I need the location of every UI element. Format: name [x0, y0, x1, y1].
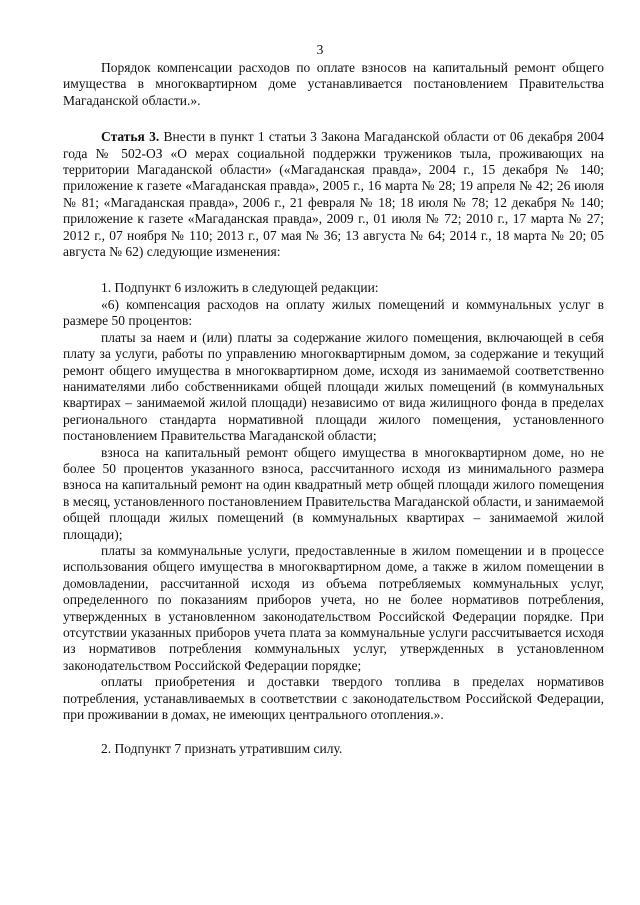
document-body: [63, 60, 604, 758]
paragraph-capital-repair-fee: взноса на капитальный ремонт общего имущества в многоквартирном доме, но не более 50 процентов указанного взноса, рассчитанного исходя из минимального размера взноса на капитальный ремонт на один квадратный метр общей площади жилого помещения в месяц, установленного постановлением Правительства Магаданской области, и занимаемой общей площади жилых помещений (в коммунальных квартирах – занимаемой жилой площади);: [63, 444, 604, 542]
paragraph-utility-payment: платы за коммунальные услуги, предоставленные в жилом помещении и в процессе использования общего имущества в многоквартирном доме, а также в жилом помещении в домовладении, рассчитанной исходя из объема потребляемых коммунальных услуг, определенного по показаниям приборов учета, но не более нормативов потребления, утвержденных в установленном законодательством Российской Федерации порядке. При отсутствии указанных приборов учета плата за коммунальные услуги рассчитывается исходя из нормативов потребления коммунальных услуг, утвержденных в установленном законодательством Российской Федерации порядке;: [63, 542, 604, 673]
paragraph-rent-payment: платы за наем и (или) платы за содержание жилого помещения, включающей в себя плату за услуги, работы по управлению многоквартирным домом, за содержание и текущий ремонт общего имущества в многоквартирном доме, исходя из занимаемой соответственно нанимателями либо собственниками общей площади жилых помещений (в коммунальных квартирах – занимаемой жилой площади) независимо от вида жилищного фонда в пределах регионального стандарта нормативной площади жилого помещения, установленного постановлением Правительства Магаданской области;: [63, 329, 604, 444]
paragraph-solid-fuel: оплаты приобретения и доставки твердого топлива в пределах нормативов потребления, устанавливаемых в соответствии с законодательством Российской Федерации, при проживании в домах, не имеющих центрального отопления.».: [63, 674, 604, 723]
page-number: 3: [316, 42, 324, 57]
paragraph-item-1: 1. Подпункт 6 изложить в следующей редакции:: [101, 280, 379, 296]
article-3-text: Внести в пункт 1 статьи 3 Закона Магаданской области от 06 декабря 2004 года № 502-ОЗ «О мерах социальной поддержки тружеников тыла, проживающих на территории Магаданской области» («Магаданская правда», 2004 г., 15 декабря № 140; приложение к газете «Магаданская правда», 2005 г., 16 марта № 28; 19 апреля № 42; 26 июля № 81; «Магаданская правда», 2006 г., 21 февраля № 18; 18 июля № 78; 12 декабря № 140; приложение к газете «Магаданская правда», 2009 г., 01 июля № 72; 2010 г., 17 марта № 27; 2012 г., 07 ноября № 110; 2013 г., 07 мая № 36; 13 августа № 64; 2014 г., 18 марта № 20; 05 августа № 62) следующие изменения:: [63, 129, 605, 260]
paragraph-item-2: 2. Подпункт 7 признать утратившим силу.: [101, 741, 343, 757]
paragraph-subitem-6: «6) компенсация расходов на оплату жилых помещений и коммунальных услуг в размере 50 процентов:: [63, 296, 604, 329]
paragraph-article-3: [63, 129, 604, 260]
paragraph-compensation-procedure: Порядок компенсации расходов по оплате взносов на капитальный ремонт общего имущества в многоквартирном доме устанавливается постановлением Правительства Магаданской области.».: [63, 60, 604, 108]
article-label: Статья 3.: [101, 129, 160, 145]
